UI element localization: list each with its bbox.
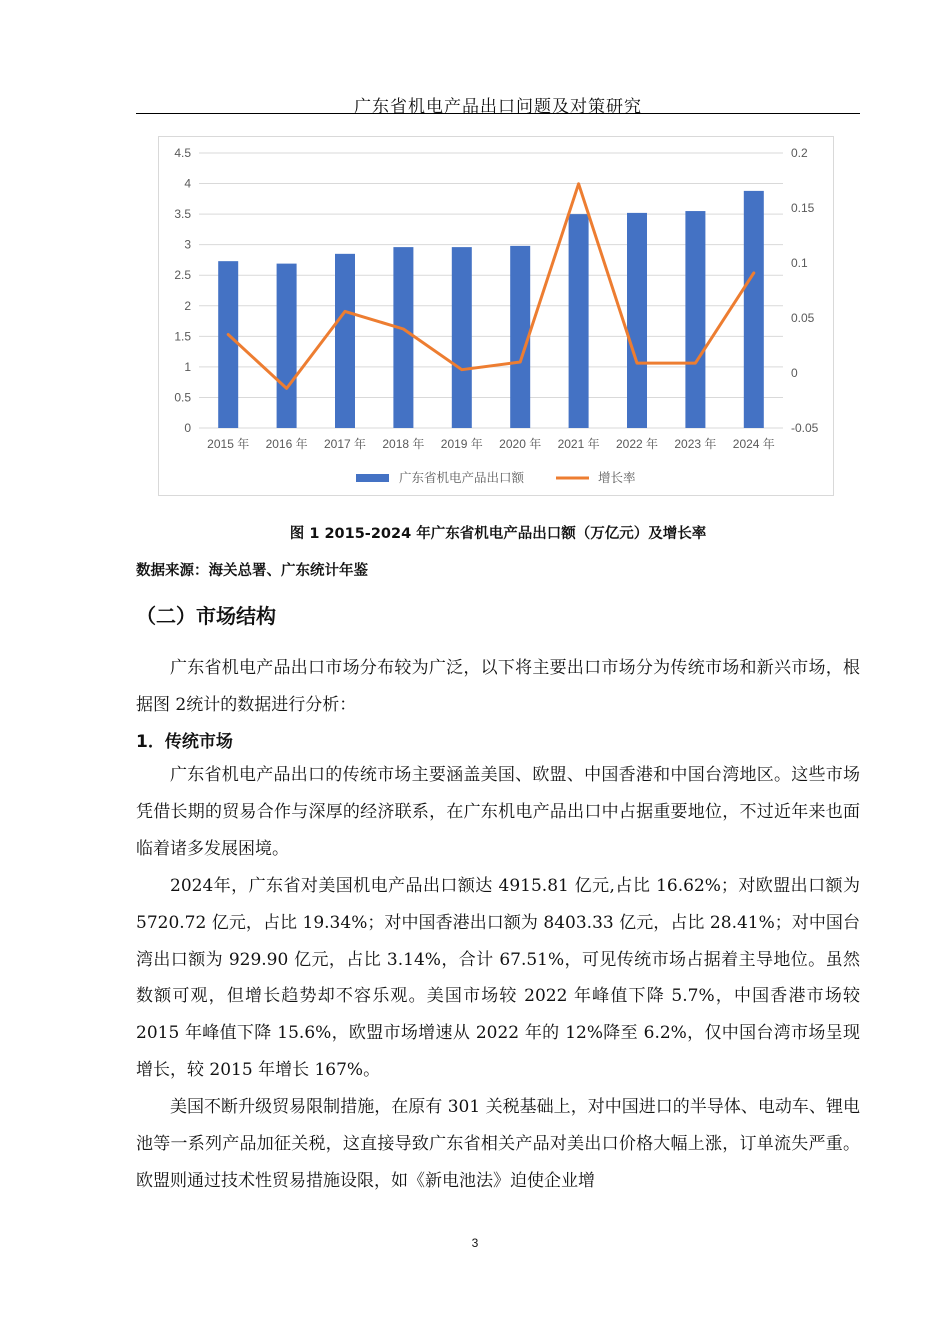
y-left-tick-label: 0.5 — [174, 390, 191, 405]
data-source: 数据来源：海关总署、广东统计年鉴 — [136, 563, 368, 579]
bar — [393, 247, 413, 428]
header-rule — [136, 113, 860, 114]
x-tick-label: 2023 年 — [674, 437, 717, 451]
y-left-tick-label: 0 — [184, 421, 191, 435]
y-right-tick-label: 0.15 — [791, 201, 815, 215]
bar — [685, 211, 705, 428]
legend-label-bar: 广东省机电产品出口额 — [399, 470, 525, 485]
y-left-tick-label: 4 — [184, 176, 191, 191]
x-tick-label: 2019 年 — [440, 437, 483, 451]
page-number: 3 — [471, 1236, 479, 1250]
bar — [277, 264, 297, 428]
y-left-tick-label: 1.5 — [174, 329, 191, 344]
y-right-tick-label: 0.2 — [791, 146, 808, 160]
y-left-tick-label: 1 — [184, 359, 191, 374]
y-right-tick-label: -0.05 — [791, 421, 819, 435]
section-heading: （二）市场结构 — [136, 604, 276, 628]
bar — [744, 191, 764, 428]
chart-svg — [159, 137, 835, 497]
x-tick-label: 2022 年 — [615, 437, 659, 451]
y-left-tick-label: 2 — [184, 298, 191, 313]
legend-swatch-bar — [356, 474, 389, 482]
bar — [569, 214, 589, 428]
bar — [218, 261, 238, 428]
legend-label-line: 增长率 — [598, 470, 636, 485]
y-left-tick-label: 3.5 — [174, 207, 191, 222]
y-left-tick-label: 2.5 — [174, 268, 191, 283]
bar — [452, 247, 472, 428]
y-left-tick-label: 3 — [184, 237, 191, 252]
paragraph-trade-restrictions: 美国不断升级贸易限制措施，在原有 301 关税基础上，对中国进口的半导体、电动车、锂电池等一系列产品加征关税，这直接导致广东省相关产品对美出口价格大幅上涨，订单流失严重。欧盟则通过技术性贸易措施设限，如《新电池法》迫使企业增 — [136, 1097, 860, 1191]
paragraph-traditional-market: 广东省机电产品出口的传统市场主要涵盖美国、欧盟、中国香港和中国台湾地区。这些市场凭借长期的贸易合作与深厚的经济联系，在广东机电产品出口中占据重要地位，不过近年来也面临着诸多发展困境。 — [136, 765, 860, 859]
bar — [627, 213, 647, 428]
y-right-tick-label: 0.1 — [791, 256, 808, 270]
paragraph-market-intro: 广东省机电产品出口市场分布较为广泛，以下将主要出口市场分为传统市场和新兴市场，根据图 2统计的数据进行分析： — [136, 658, 860, 715]
x-tick-label: 2016 年 — [265, 437, 308, 451]
bar — [335, 254, 355, 428]
y-right-tick-label: 0 — [791, 366, 798, 380]
x-tick-label: 2018 年 — [382, 437, 425, 451]
figure-caption: 图 1 2015-2024 年广东省机电产品出口额（万亿元）及增长率 — [289, 526, 707, 542]
x-tick-label: 2017 年 — [323, 437, 367, 451]
page-header-title: 广东省机电产品出口问题及对策研究 — [354, 97, 642, 117]
x-tick-label: 2015 年 — [207, 437, 250, 451]
export-chart — [158, 136, 834, 496]
y-right-tick-label: 0.05 — [791, 311, 815, 325]
sub-heading-traditional-market: 1．传统市场 — [136, 732, 233, 752]
x-tick-label: 2021 年 — [557, 437, 600, 451]
x-tick-label: 2024 年 — [732, 437, 775, 451]
paragraph-2024-figures: 2024年，广东省对美国机电产品出口额达 4915.81 亿元,占比 16.62%；对欧盟出口额为 5720.72 亿元，占比 19.34%；对中国香港出口额为 8403.33 亿元，占比 28.41%；对中国台湾出口额为 929.90 亿元，占比 3.14%，合计 67.51%，可见传统市场占据着主导地位。虽然数额可观，但增长趋势却不容乐观。美国市场较 2022 年峰值下降 5.7%，中国香港市场较 2015 年峰值下降 15.6%，欧盟市场增速从 2022 年的 12%降至 6.2%，仅中国台湾市场呈现增长，较 2015 年增长 167%。 — [136, 876, 860, 1080]
y-left-tick-label: 4.5 — [174, 146, 191, 160]
x-tick-label: 2020 年 — [499, 437, 542, 451]
